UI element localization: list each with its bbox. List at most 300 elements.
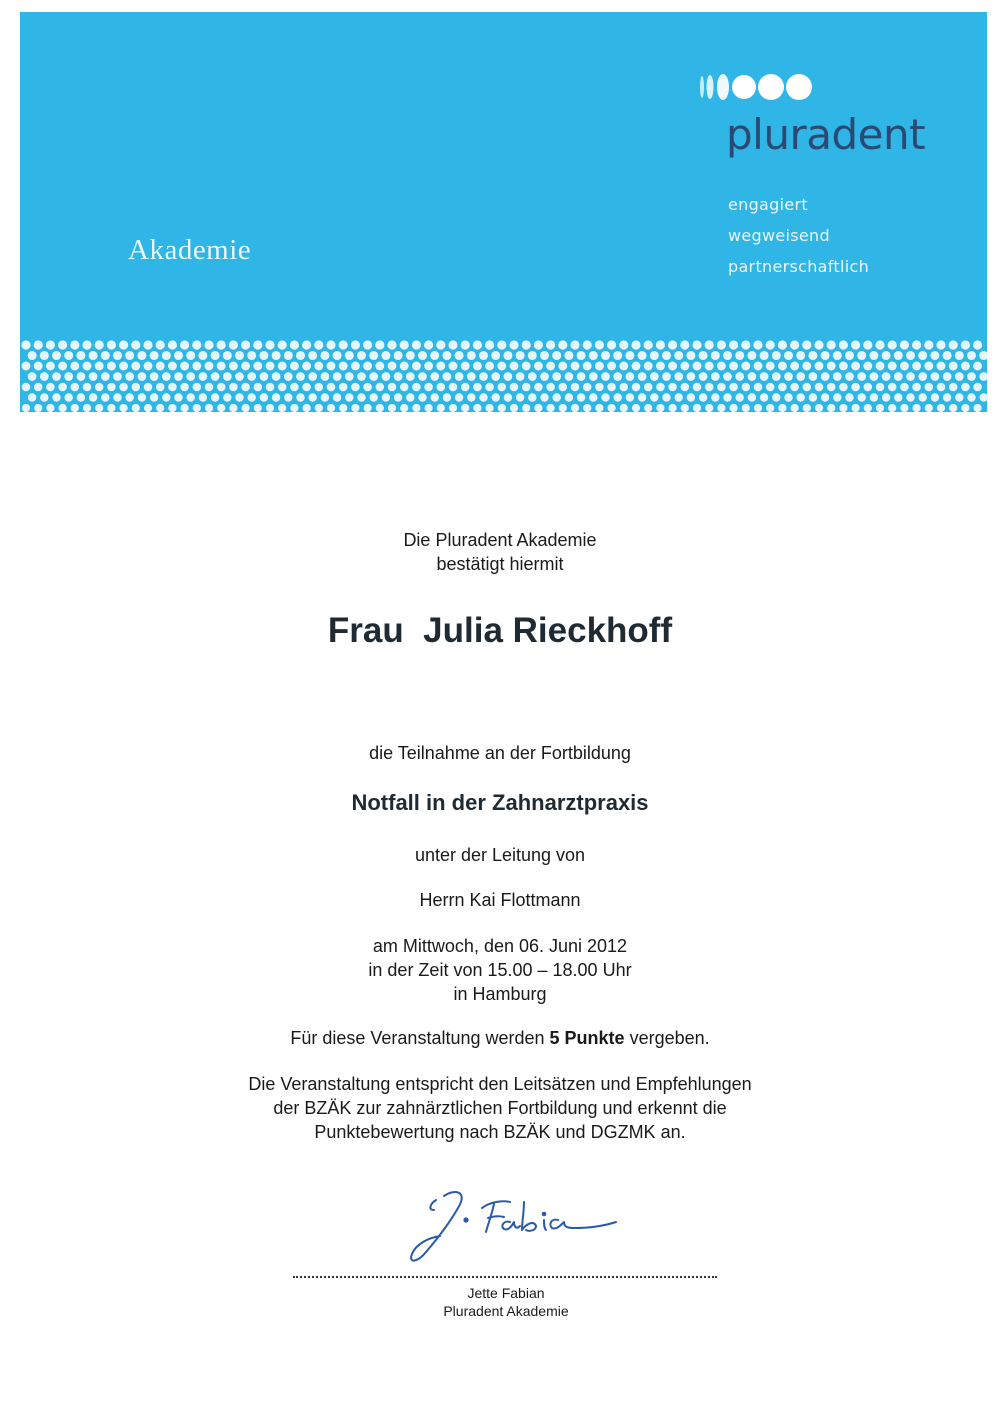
pattern-dot — [839, 404, 847, 412]
pattern-dot — [583, 404, 591, 412]
pattern-dot — [302, 340, 311, 349]
pattern-dot — [614, 393, 622, 401]
pattern-dot — [967, 351, 976, 360]
pattern-dot — [436, 362, 445, 371]
pattern-dot — [101, 372, 110, 381]
pattern-dot — [241, 340, 250, 349]
pattern-dot — [52, 351, 61, 360]
pattern-dot — [229, 340, 238, 349]
pattern-dot — [132, 383, 141, 392]
pattern-dot — [644, 404, 652, 412]
pattern-dot — [174, 393, 182, 401]
pattern-dot — [52, 393, 60, 401]
pattern-dot — [442, 351, 451, 360]
pattern-dot — [552, 372, 561, 381]
intro-text — [0, 528, 1000, 576]
pattern-dot — [559, 383, 568, 392]
pattern-dot — [125, 351, 134, 360]
pattern-dot — [888, 340, 897, 349]
pattern-dot — [723, 372, 732, 381]
pattern-dot — [82, 340, 91, 349]
pattern-dot — [58, 404, 66, 412]
points-value: 5 Punkte — [549, 1028, 625, 1048]
pattern-dot — [827, 383, 836, 392]
pattern-dot — [729, 340, 738, 349]
pattern-dot — [370, 393, 378, 401]
pattern-dot — [674, 372, 683, 381]
pattern-dot — [70, 340, 79, 349]
pattern-dot — [912, 383, 921, 392]
pattern-dot — [266, 383, 275, 392]
pattern-dot — [284, 372, 293, 381]
pattern-dot — [528, 393, 536, 401]
pattern-dot — [144, 362, 153, 371]
pattern-dot — [509, 340, 518, 349]
pattern-dot — [931, 393, 939, 401]
pattern-dot — [107, 383, 116, 392]
pattern-dot — [528, 372, 537, 381]
signer-name: Jette Fabian — [467, 1285, 545, 1301]
pattern-dot — [198, 351, 207, 360]
pattern-dot — [320, 351, 329, 360]
pattern-dot — [137, 351, 146, 360]
pattern-dot — [339, 383, 348, 392]
pattern-dot — [790, 383, 799, 392]
pattern-dot — [693, 404, 701, 412]
pattern-dot — [144, 383, 153, 392]
pattern-dot — [473, 404, 481, 412]
pattern-dot — [485, 404, 493, 412]
pattern-dot — [467, 351, 476, 360]
pattern-dot — [461, 362, 470, 371]
pattern-dot — [510, 383, 519, 392]
pattern-dot — [772, 351, 781, 360]
pattern-dot — [680, 362, 689, 371]
pattern-dot — [888, 404, 896, 412]
pattern-dot — [931, 372, 940, 381]
pattern-dot — [400, 404, 408, 412]
pattern-dot — [424, 340, 433, 349]
pattern-dot — [589, 393, 597, 401]
pattern-dot — [729, 362, 738, 371]
pattern-dot — [418, 372, 427, 381]
pattern-dot — [571, 362, 580, 371]
pattern-dot — [961, 404, 969, 412]
pattern-dot — [272, 372, 281, 381]
pattern-dot — [632, 383, 641, 392]
pattern-dot — [668, 383, 677, 392]
pattern-dot — [412, 362, 421, 371]
pattern-dot — [949, 404, 957, 412]
pattern-dot — [34, 340, 43, 349]
pattern-dot — [278, 404, 286, 412]
pattern-dot — [845, 372, 854, 381]
pattern-dot — [516, 393, 524, 401]
pattern-dot — [869, 351, 878, 360]
pattern-dot — [34, 404, 42, 412]
pattern-dot — [363, 404, 371, 412]
pattern-dot — [711, 372, 720, 381]
pattern-dot — [430, 372, 439, 381]
pattern-dot — [345, 351, 354, 360]
pattern-dot — [272, 351, 281, 360]
pattern-dot — [687, 393, 695, 401]
pattern-dot — [882, 372, 891, 381]
pattern-dot — [107, 362, 116, 371]
pattern-dot — [443, 393, 451, 401]
pattern-dot — [34, 362, 43, 371]
pattern-dot — [839, 383, 848, 392]
pattern-dot — [522, 383, 531, 392]
pattern-dot — [369, 351, 378, 360]
pattern-dot — [564, 351, 573, 360]
pattern-dot — [498, 404, 506, 412]
pattern-dot — [827, 340, 836, 349]
pattern-dot — [900, 404, 908, 412]
pattern-dot — [400, 383, 409, 392]
pattern-dot — [254, 404, 262, 412]
pattern-dot — [131, 340, 140, 349]
pattern-dot — [729, 383, 738, 392]
pattern-dot — [400, 340, 409, 349]
pattern-dot — [851, 383, 860, 392]
pattern-dot — [376, 404, 384, 412]
pattern-dot — [668, 362, 677, 371]
accreditation-line: Punktebewertung nach BZÄK und DGZMK an. — [314, 1122, 686, 1142]
pattern-dot — [351, 340, 360, 349]
pattern-dot — [638, 351, 647, 360]
pattern-dot — [656, 404, 664, 412]
pattern-dot — [315, 383, 324, 392]
pattern-dot — [577, 351, 586, 360]
pattern-dot — [449, 362, 458, 371]
pattern-dot — [174, 372, 183, 381]
pattern-dot — [327, 404, 335, 412]
pattern-dot — [601, 372, 610, 381]
pattern-dot — [864, 383, 873, 392]
pattern-dot — [363, 362, 372, 371]
pattern-dot — [814, 340, 823, 349]
pattern-dot — [28, 393, 36, 401]
pattern-dot — [754, 362, 763, 371]
pattern-dot — [711, 351, 720, 360]
pattern-dot — [894, 393, 902, 401]
pattern-dot — [52, 372, 61, 381]
pattern-dot — [937, 404, 945, 412]
pattern-dot — [784, 372, 793, 381]
pattern-dot — [113, 351, 122, 360]
pattern-dot — [802, 340, 811, 349]
pattern-dot — [119, 340, 128, 349]
pattern-dot — [821, 393, 829, 401]
pattern-dot — [95, 383, 104, 392]
pattern-dot — [223, 351, 232, 360]
pattern-dot — [900, 383, 909, 392]
pattern-dot — [284, 351, 293, 360]
pattern-dot — [326, 340, 335, 349]
pattern-dot — [40, 351, 49, 360]
pattern-dot — [479, 351, 488, 360]
pattern-dot — [308, 351, 317, 360]
pattern-dot — [473, 362, 482, 371]
pattern-dot — [790, 340, 799, 349]
pattern-dot — [516, 351, 525, 360]
pattern-dot — [290, 362, 299, 371]
pattern-dot — [699, 351, 708, 360]
pattern-dot — [717, 383, 726, 392]
pattern-dot — [89, 393, 97, 401]
pattern-dot — [912, 362, 921, 371]
pattern-dot — [455, 351, 464, 360]
pattern-dot — [412, 404, 420, 412]
pattern-dot — [662, 351, 671, 360]
pattern-dot — [296, 393, 304, 401]
pattern-dot — [138, 372, 147, 381]
pattern-dot — [473, 383, 482, 392]
pattern-dot — [693, 362, 702, 371]
pattern-dot — [540, 372, 549, 381]
pattern-dot — [168, 362, 177, 371]
pattern-dot — [693, 383, 702, 392]
pattern-dot — [107, 340, 116, 349]
pattern-dot — [620, 404, 628, 412]
pattern-dot — [406, 372, 415, 381]
pattern-dot — [894, 351, 903, 360]
pattern-dot — [58, 340, 67, 349]
pattern-dot — [595, 383, 604, 392]
pattern-dot — [180, 404, 188, 412]
accreditation-line: Die Veranstaltung entspricht den Leitsätzen und Empfehlungen — [248, 1074, 752, 1094]
pattern-dot — [601, 351, 610, 360]
pattern-dot — [802, 362, 811, 371]
pattern-dot — [937, 383, 946, 392]
pattern-dot — [936, 340, 945, 349]
logo-dots-icon — [699, 72, 819, 102]
pattern-dot — [912, 404, 920, 412]
pattern-dot — [309, 393, 317, 401]
pattern-dot — [790, 404, 798, 412]
pattern-dot — [973, 404, 981, 412]
pattern-dot — [22, 404, 30, 412]
pattern-dot — [961, 383, 970, 392]
points-after: vergeben. — [624, 1028, 710, 1048]
pattern-dot — [748, 393, 756, 401]
pattern-dot — [571, 383, 580, 392]
pattern-dot — [497, 340, 506, 349]
pattern-dot — [290, 404, 298, 412]
pattern-dot — [681, 383, 690, 392]
pattern-dot — [918, 351, 927, 360]
pattern-dot — [949, 340, 958, 349]
pattern-dot — [351, 404, 359, 412]
pattern-dot — [424, 362, 433, 371]
pattern-dot — [64, 372, 73, 381]
pattern-dot — [662, 393, 670, 401]
pattern-dot — [40, 372, 49, 381]
accreditation-line: der BZÄK zur zahnärztlichen Fortbildung und erkennt die — [273, 1098, 727, 1118]
pattern-dot — [589, 351, 598, 360]
pattern-dot — [662, 372, 671, 381]
pattern-dot — [711, 393, 719, 401]
pattern-dot — [595, 340, 604, 349]
pattern-dot — [211, 372, 220, 381]
pattern-dot — [448, 340, 457, 349]
pattern-dot — [241, 404, 249, 412]
pattern-dot — [656, 383, 665, 392]
leitung-text: unter der Leitung von — [414, 845, 586, 865]
pattern-dot — [327, 362, 336, 371]
pattern-dot — [217, 404, 225, 412]
pattern-dot — [851, 340, 860, 349]
pattern-dot — [692, 340, 701, 349]
pattern-dot — [760, 393, 768, 401]
pattern-dot — [504, 393, 512, 401]
pattern-dot — [296, 372, 305, 381]
pattern-dot — [875, 340, 884, 349]
pattern-dot — [345, 372, 354, 381]
pattern-dot — [870, 393, 878, 401]
pattern-dot — [924, 362, 933, 371]
pattern-dot — [748, 372, 757, 381]
pattern-dot — [492, 393, 500, 401]
pattern-dot — [680, 340, 689, 349]
pattern-dot — [973, 383, 982, 392]
pattern-dot — [333, 372, 342, 381]
pattern-dot — [290, 383, 299, 392]
pattern-dot — [138, 393, 146, 401]
pattern-dot — [943, 372, 952, 381]
pattern-dot — [28, 351, 37, 360]
pattern-dot — [625, 351, 634, 360]
pattern-dot — [979, 351, 987, 360]
pattern-dot — [522, 404, 530, 412]
pattern-dot — [266, 362, 275, 371]
pattern-dot — [302, 362, 311, 371]
pattern-dot — [58, 383, 67, 392]
pattern-dot — [766, 383, 775, 392]
pattern-dot — [485, 362, 494, 371]
pattern-dot — [77, 393, 85, 401]
pattern-dot — [156, 404, 164, 412]
pattern-dot — [546, 404, 554, 412]
pattern-dot — [107, 404, 115, 412]
pattern-dot — [229, 383, 238, 392]
pattern-dot — [431, 393, 439, 401]
pattern-dot — [217, 340, 226, 349]
pattern-dot — [168, 383, 177, 392]
pattern-dot — [876, 404, 884, 412]
pattern-dot — [571, 404, 579, 412]
pattern-dot — [101, 351, 110, 360]
pattern-dot — [925, 383, 934, 392]
pattern-dot — [211, 393, 219, 401]
tagline-wegweisend: wegweisend — [728, 226, 830, 245]
pattern-dot — [619, 340, 628, 349]
pattern-dot — [534, 340, 543, 349]
pattern-dot — [235, 393, 243, 401]
pattern-dot — [229, 404, 237, 412]
pattern-dot — [705, 340, 714, 349]
pattern-dot — [741, 340, 750, 349]
pattern-dot — [540, 351, 549, 360]
pattern-dot — [382, 393, 390, 401]
pattern-dot — [943, 351, 952, 360]
pattern-dot — [162, 393, 170, 401]
pattern-dot — [961, 362, 970, 371]
pattern-dot — [205, 362, 214, 371]
pattern-dot — [821, 351, 830, 360]
pattern-dot — [827, 404, 835, 412]
pattern-dot — [199, 372, 208, 381]
pattern-dot — [626, 372, 635, 381]
pattern-dot — [369, 372, 378, 381]
pattern-dot — [308, 372, 317, 381]
pattern-dot — [345, 393, 353, 401]
pattern-dot — [119, 383, 128, 392]
pattern-dot — [516, 372, 525, 381]
pattern-dot — [363, 340, 372, 349]
pattern-dot — [321, 393, 329, 401]
pattern-dot — [845, 393, 853, 401]
pattern-dot — [119, 362, 128, 371]
pattern-dot — [808, 351, 817, 360]
pattern-dot — [211, 351, 220, 360]
pattern-dot — [131, 362, 140, 371]
pattern-dot — [906, 372, 915, 381]
pattern-dot — [95, 404, 103, 412]
pattern-dot — [193, 383, 202, 392]
pattern-dot — [113, 393, 121, 401]
pattern-dot — [125, 372, 134, 381]
pattern-dot — [22, 383, 31, 392]
pattern-dot — [803, 383, 812, 392]
pattern-dot — [376, 383, 385, 392]
pattern-dot — [650, 372, 659, 381]
pattern-dot — [595, 362, 604, 371]
pattern-dot — [980, 393, 988, 401]
pattern-dot — [900, 362, 909, 371]
pattern-dot — [784, 351, 793, 360]
pattern-dot — [656, 362, 665, 371]
pattern-dot — [851, 362, 860, 371]
schedule-line: am Mittwoch, den 06. Juni 2012 — [372, 936, 628, 956]
pattern-dot — [851, 404, 859, 412]
pattern-dot — [900, 340, 909, 349]
pattern-dot — [613, 372, 622, 381]
pattern-dot — [302, 404, 310, 412]
pattern-dot — [937, 362, 946, 371]
pattern-dot — [522, 362, 531, 371]
instructor-name: Herrn Kai Flottmann — [419, 890, 581, 910]
pattern-dot — [613, 351, 622, 360]
pattern-dot — [833, 372, 842, 381]
pattern-dot — [412, 340, 421, 349]
pattern-dot — [70, 362, 79, 371]
pattern-dot — [150, 351, 159, 360]
pattern-dot — [491, 372, 500, 381]
intro-line: bestätigt hiermit — [436, 554, 564, 574]
pattern-dot — [503, 351, 512, 360]
schedule-line: in der Zeit von 15.00 – 18.00 Uhr — [368, 960, 632, 980]
pattern-dot — [534, 404, 542, 412]
pattern-dot — [254, 383, 263, 392]
pattern-dot — [83, 383, 92, 392]
pattern-dot — [924, 340, 933, 349]
pattern-dot — [949, 383, 958, 392]
pattern-dot — [583, 340, 592, 349]
pattern-dot — [479, 393, 487, 401]
pattern-dot — [626, 393, 634, 401]
